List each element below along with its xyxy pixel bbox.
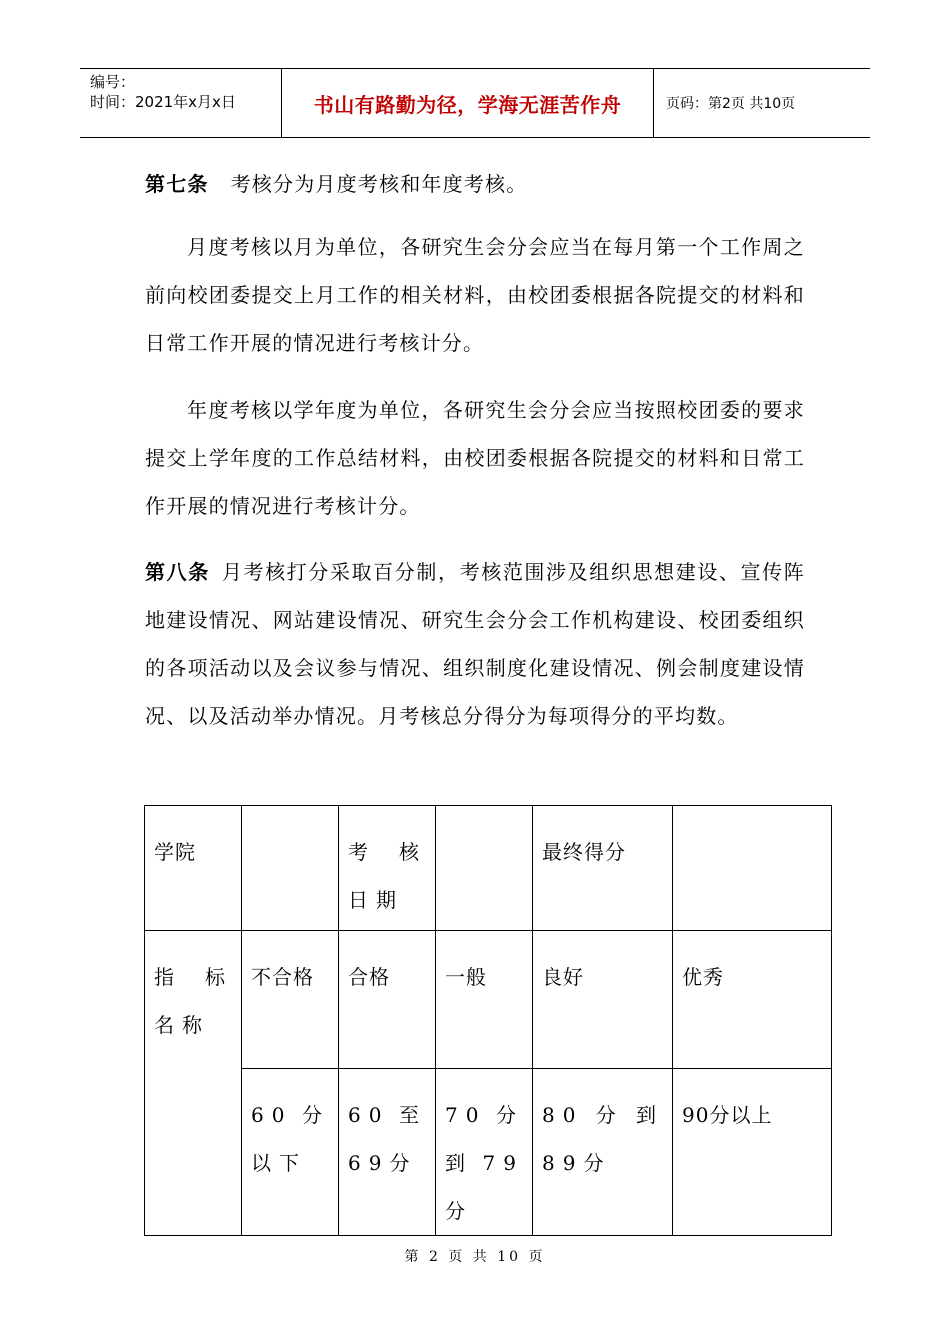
table-cell-range: 70分到79分 xyxy=(436,1069,533,1236)
table-cell-college-label: 学院 xyxy=(145,806,242,931)
table-cell-range: 60至69分 xyxy=(339,1069,436,1236)
article-7-monthly: 月度考核以月为单位，各研究生会分会应当在每月第一个工作周之前向校团委提交上月工作的相关材料，由校团委根据各院提交的材料和日常工作开展的情况进行考核计分。 xyxy=(145,235,805,355)
table-cell-score-value xyxy=(673,806,832,931)
table-cell-grade: 一般 xyxy=(436,931,533,1069)
table-row xyxy=(145,806,832,931)
table-cell-score-label: 最终得分 xyxy=(533,806,673,931)
score-table xyxy=(144,805,832,1236)
article-7-text: 考核分为月度考核和年度考核。 xyxy=(230,172,528,196)
table-cell-range: 60分以下 xyxy=(242,1069,339,1236)
table-cell-grade: 优秀 xyxy=(673,931,832,1069)
article-7-title: 第七条 xyxy=(145,172,209,196)
table-cell-range: 90分以上 xyxy=(673,1069,832,1236)
table-row xyxy=(145,1069,832,1236)
article-8-paragraph xyxy=(145,548,805,740)
page-footer: 第 2 页 共 10 页 xyxy=(404,1249,546,1265)
article-7-heading xyxy=(145,160,805,208)
table-cell-grade: 合格 xyxy=(339,931,436,1069)
header-meta xyxy=(80,69,282,137)
article-7-yearly: 年度考核以学年度为单位，各研究生会分会应当按照校团委的要求提交上学年度的工作总结材料，由校团委根据各院提交的材料和日常工作开展的情况进行考核计分。 xyxy=(145,398,805,518)
table-row xyxy=(145,931,832,1069)
table-cell-range: 80分到89分 xyxy=(533,1069,673,1236)
header-motto: 书山有路勤为径，学海无涯苦作舟 xyxy=(282,69,654,137)
page-header xyxy=(80,68,870,138)
table-cell-grade: 良好 xyxy=(533,931,673,1069)
header-number: 编号： xyxy=(90,73,136,91)
article-8-text: 月考核打分采取百分制，考核范围涉及组织思想建设、宣传阵地建设情况、网站建设情况、研究生会分会工作机构建设、校团委组织的各项活动以及会议参与情况、组织制度化建设情况、例会制度建设情况、以及活动举办情况。月考核总分得分为每项得分的平均数。 xyxy=(145,560,805,728)
table-cell-date-label: 考核日期 xyxy=(339,806,436,931)
header-time: 时间：2021年x月x日 xyxy=(90,93,236,111)
table-cell-date-value xyxy=(436,806,533,931)
table-cell-grade: 不合格 xyxy=(242,931,339,1069)
article-8-title: 第八条 xyxy=(145,560,210,584)
table-cell-college-value xyxy=(242,806,339,931)
header-page-info: 页码：第2页 共10页 xyxy=(666,96,796,112)
table-cell-indicator-label: 指标名称 xyxy=(145,931,242,1236)
